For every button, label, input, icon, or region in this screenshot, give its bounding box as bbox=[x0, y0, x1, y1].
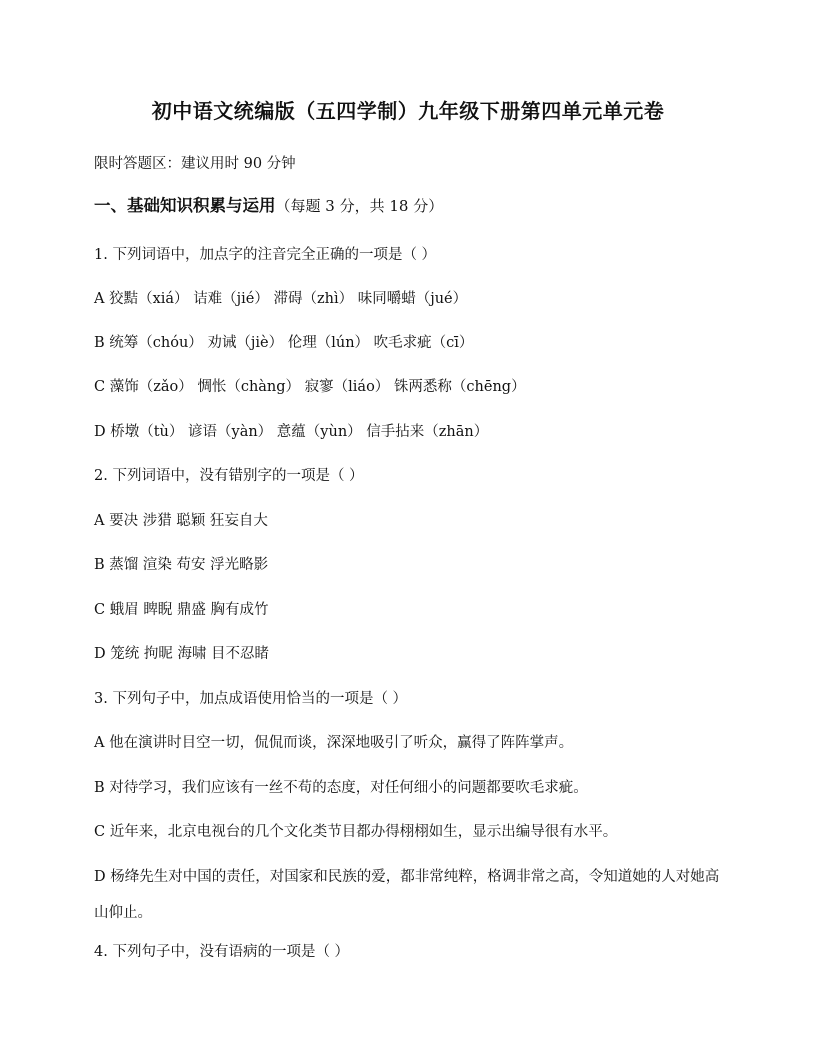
question-1-option-d: D 桥墩（tù） 谚语（yàn） 意蕴（yùn） 信手拈来（zhān） bbox=[94, 424, 489, 440]
time-note: 限时答题区：建议用时 90 分钟 bbox=[94, 156, 296, 172]
question-1-option-c: C 藻饰（zǎo） 惆怅（chàng） 寂寥（liáo） 铢两悉称（chēng） bbox=[94, 379, 526, 395]
question-2-stem: 2. 下列词语中，没有错别字的一项是（ ） bbox=[94, 468, 364, 484]
question-1-stem: 1. 下列词语中，加点字的注音完全正确的一项是（ ） bbox=[94, 247, 437, 263]
question-3-option-a: A 他在演讲时目空一切，侃侃而谈，深深地吸引了听众，赢得了阵阵掌声。 bbox=[94, 735, 574, 751]
question-3-option-c: C 近年来，北京电视台的几个文化类节目都办得栩栩如生，显示出编导很有水平。 bbox=[94, 824, 618, 840]
question-3-stem: 3. 下列句子中，加点成语使用恰当的一项是（ ） bbox=[94, 691, 408, 707]
question-3-option-b: B 对待学习，我们应该有一丝不苟的态度，对任何细小的问题都要吹毛求疵。 bbox=[94, 780, 588, 796]
document-title: 初中语文统编版（五四学制）九年级下册第四单元单元卷 bbox=[151, 99, 665, 123]
question-4-stem: 4. 下列句子中，没有语病的一项是（ ） bbox=[94, 944, 350, 960]
question-2-option-a: A 要决 涉猎 聪颖 狂妄自大 bbox=[94, 513, 268, 529]
section-title: 一、基础知识积累与运用 bbox=[94, 196, 276, 215]
question-2-option-d: D 笼统 拘昵 海啸 目不忍睹 bbox=[94, 646, 270, 662]
question-1-option-b: B 统筹（chóu） 劝诫（jiè） 伦理（lún） 吹毛求疵（cī） bbox=[94, 335, 474, 351]
section-score-note: （每题 3 分，共 18 分） bbox=[275, 197, 444, 215]
section-heading bbox=[94, 194, 736, 218]
question-2-option-b: B 蒸馏 渲染 苟安 浮光略影 bbox=[94, 557, 269, 573]
question-2-option-c: C 蛾眉 睥睨 鼎盛 胸有成竹 bbox=[94, 602, 269, 618]
question-1-option-a: A 狡黠（xiá） 诘难（jié） 滞碍（zhì） 味同嚼蜡（jué） bbox=[94, 291, 468, 307]
question-3-option-d: D 杨绛先生对中国的责任，对国家和民族的爱，都非常纯粹，格调非常之高，令知道她的人对她高山仰止。 bbox=[94, 869, 720, 921]
